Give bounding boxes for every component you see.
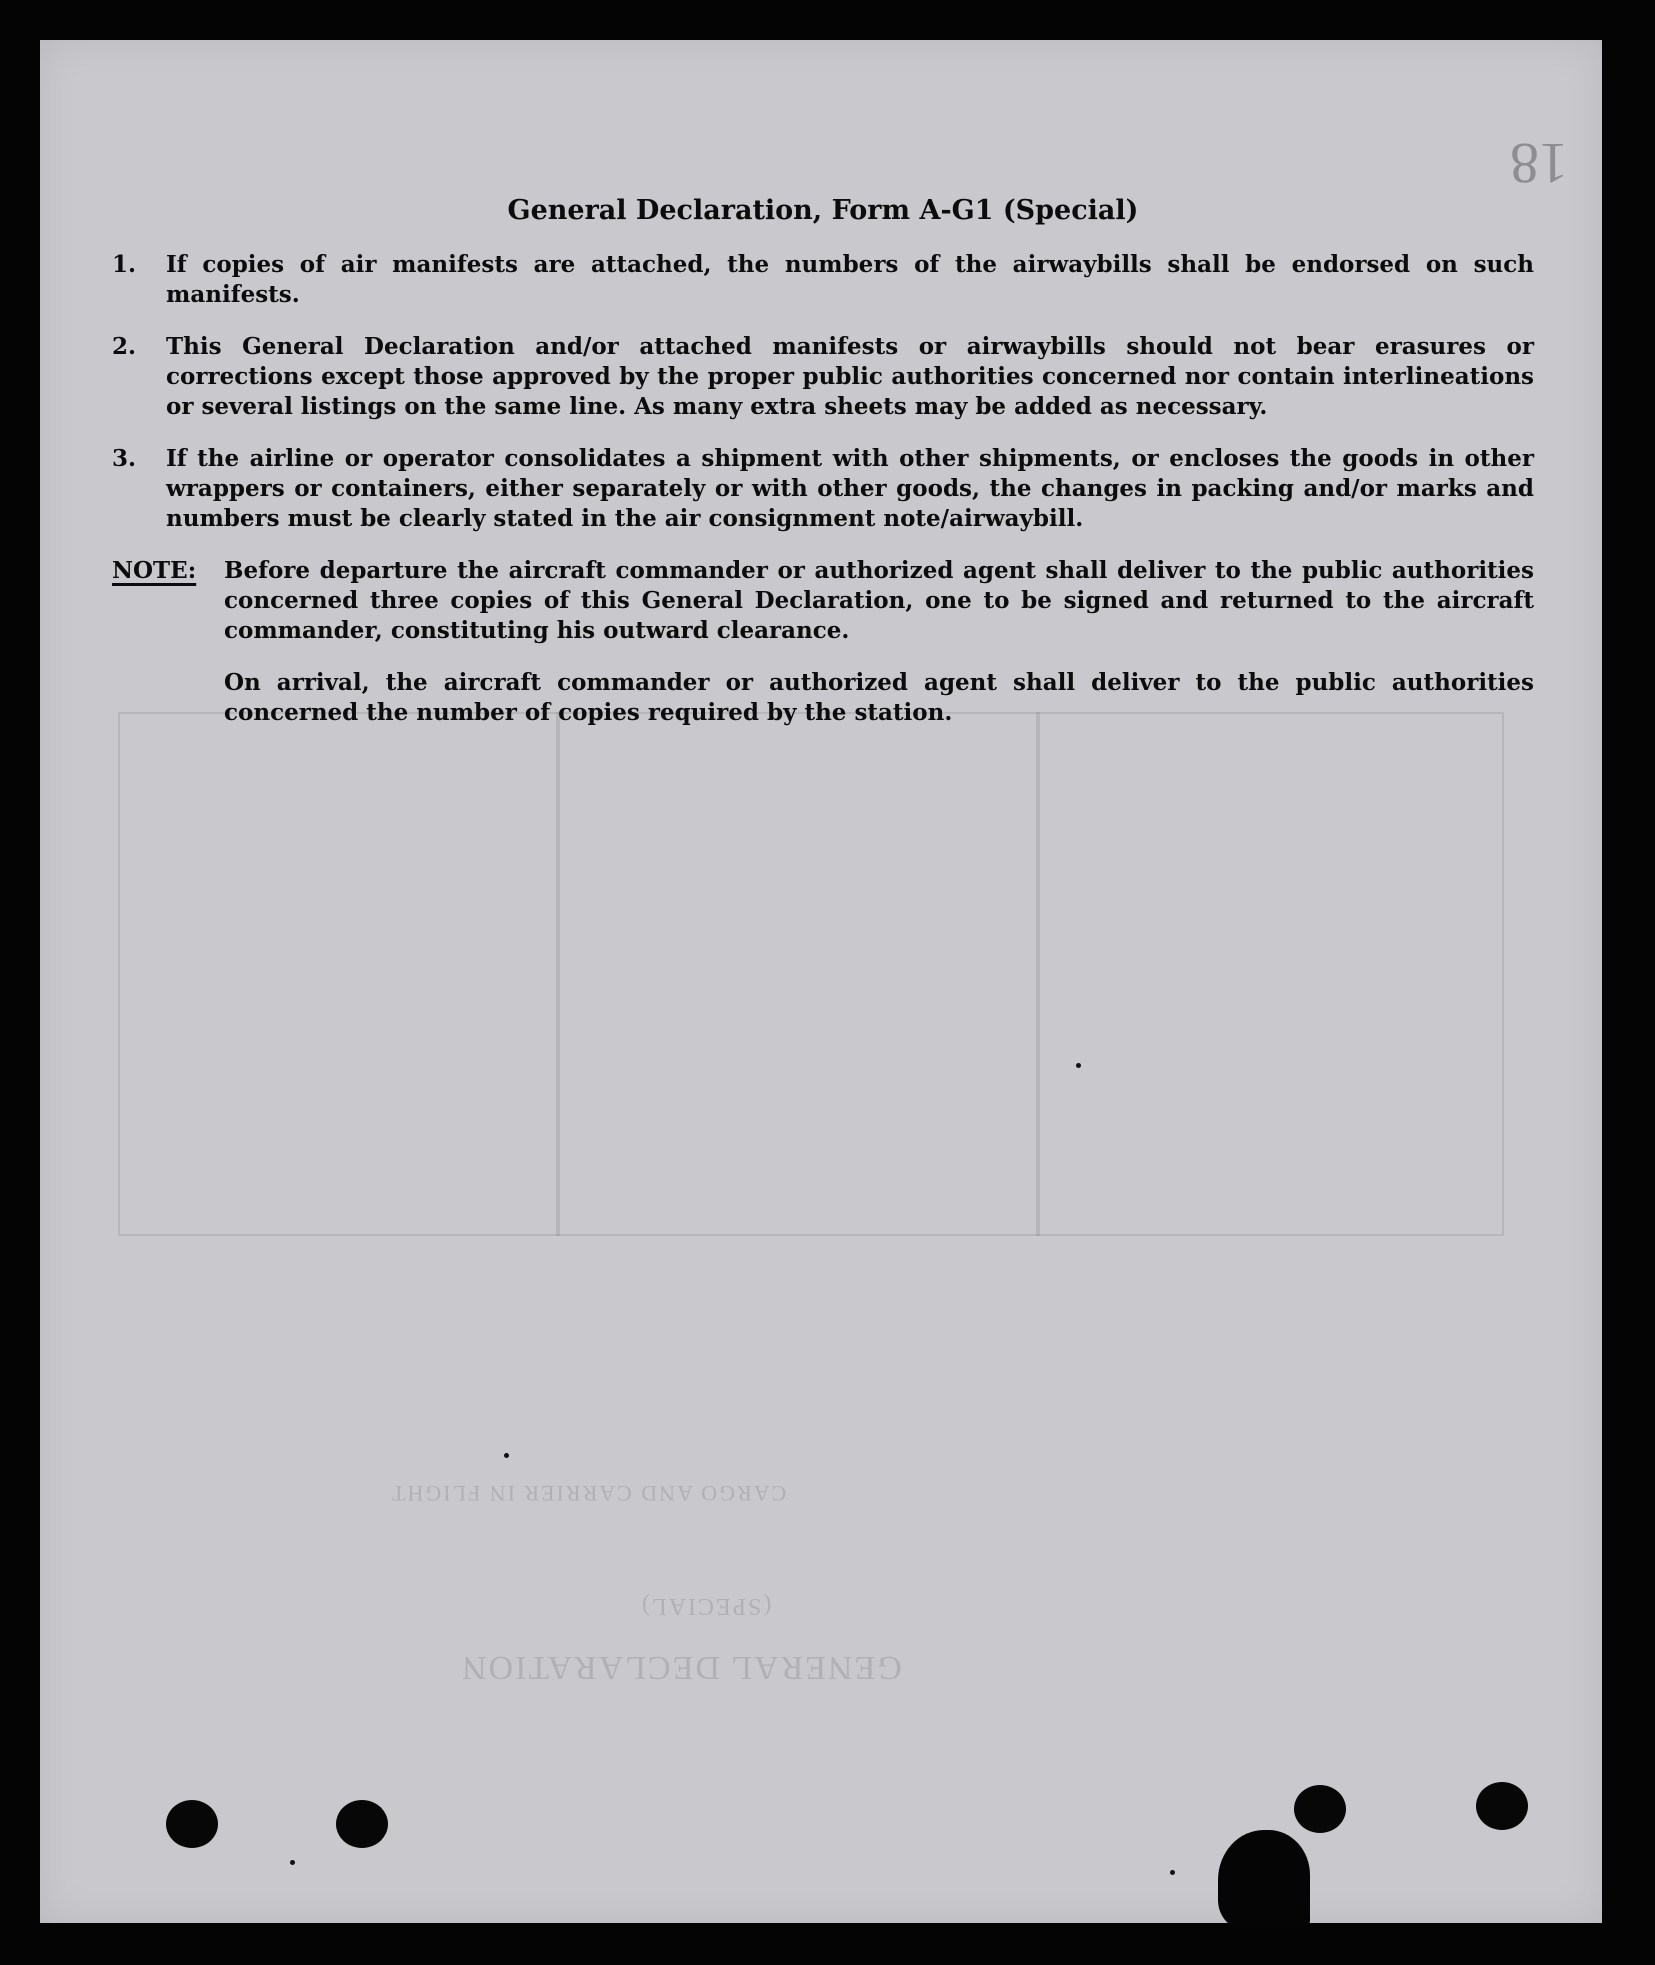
bleed-through-table: [118, 712, 1504, 1236]
item-number: 1.: [112, 251, 137, 278]
bleed-through-heading: GENERAL DECLARATION: [460, 1649, 902, 1686]
dust-speck: [1076, 1063, 1081, 1068]
instruction-item-2: [112, 332, 1534, 422]
bleed-through-line: CARGO AND CARRIER IN FLIGHT: [390, 1481, 787, 1506]
page-number-mark: 18: [1510, 131, 1568, 196]
bleed-through-subheading: (SPECIAL): [640, 1593, 772, 1619]
instruction-item-3: [112, 444, 1534, 534]
bleed-through-divider-2: [1036, 712, 1040, 1236]
item-number: 3.: [112, 445, 137, 472]
declaration-instructions: [112, 196, 1534, 750]
punch-hole-3: [1294, 1785, 1346, 1833]
torn-corner: [1218, 1830, 1310, 1930]
page-title: General Declaration, Form A-G1 (Special): [507, 195, 1139, 226]
item-text: This General Declaration and/or attached manifests or airwaybills should not bear erasures or corrections except those approved by the proper public authorities concerned nor contain interlineations or several listings on the same line. As many extra sheets may be added as necessary.: [166, 333, 1534, 420]
dust-speck: [290, 1860, 295, 1865]
punch-hole-4: [1476, 1782, 1528, 1830]
punch-hole-2: [336, 1800, 388, 1848]
note-block: [112, 556, 1534, 750]
item-text: If the airline or operator consolidates a shipment with other shipments, or encloses the goods in other wrappers or containers, either separately or with other goods, the changes in packing and/or marks and numbers must be clearly stated in the air consignment note/airwaybill.: [166, 445, 1534, 532]
instruction-item-1: [112, 250, 1534, 310]
bleed-through-divider: [556, 712, 560, 1236]
item-number: 2.: [112, 333, 137, 360]
note-label: NOTE:: [112, 557, 197, 584]
dust-speck: [1170, 1870, 1175, 1875]
note-paragraph-departure: Before departure the aircraft commander or authorized agent shall deliver to the public authorities concerned three copies of this General Declaration, one to be signed and returned to the aircraft commander, constituting his outward clearance.: [224, 557, 1534, 644]
item-text: If copies of air manifests are attached, the numbers of the airwaybills shall be endorsed on such manifests.: [166, 251, 1534, 308]
note-paragraph-arrival: On arrival, the aircraft commander or authorized agent shall deliver to the public authorities concerned the number of copies required by the station.: [224, 669, 1534, 726]
dust-speck: [504, 1453, 509, 1458]
note-body: [224, 556, 1534, 750]
punch-hole-1: [166, 1800, 218, 1848]
